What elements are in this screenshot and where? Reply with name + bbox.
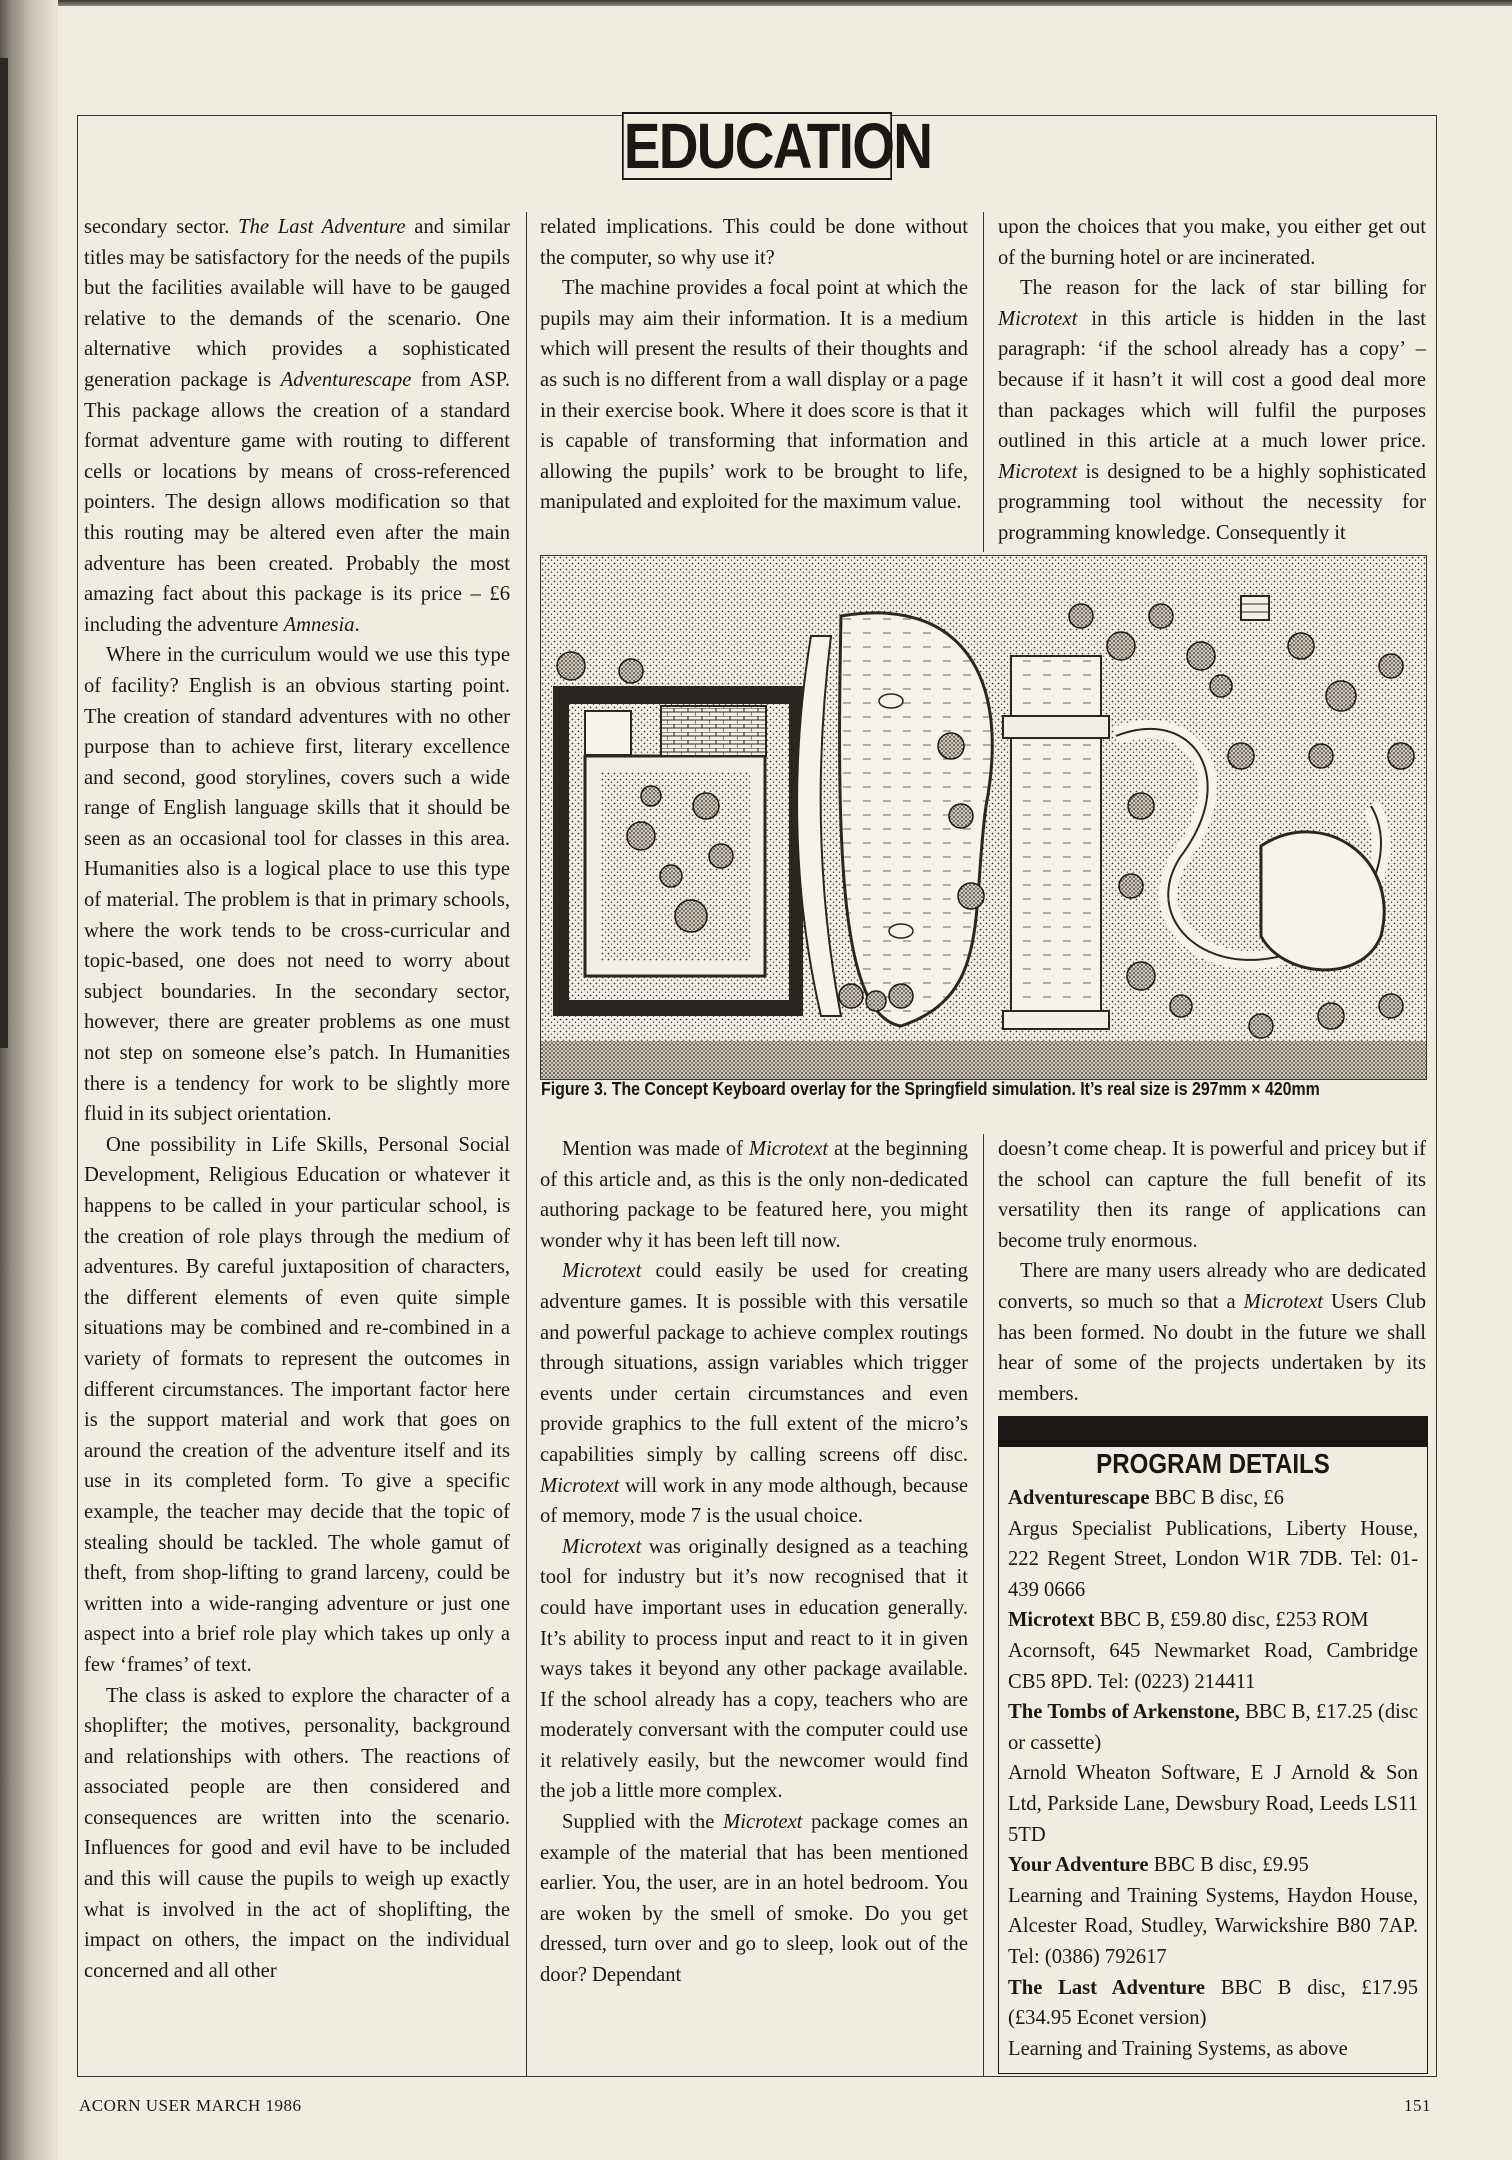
program-address: Arnold Wheaton Software, E J Arnold & Son Ltd, Parkside Lane, Dewsbury Road, Leeds LS11 5TD bbox=[1008, 1762, 1418, 1846]
program-details-header-bar bbox=[999, 1417, 1427, 1447]
column-2-top bbox=[540, 212, 968, 518]
col3b-paragraph-2: There are many users already who are dedicated converts, so much so that a Microtext Users Club has been formed. No doubt in the future we shall hear of some of the projects undertaken by its members. bbox=[998, 1260, 1426, 1405]
footer-page-number: 151 bbox=[1404, 2096, 1431, 2115]
col1-paragraph-1: secondary sector. The Last Adventure and similar titles may be satisfactory for the needs of the pupils but the facilities available will have to be gauged relative to the demands of the scenario. One alternative which provides a sophisticated generation package is Adventurescape from ASP. This package allows the creation of a standard format adventure game with routing to different cells or locations by means of cross-referenced pointers. The design allows modification so that this routing may be altered even after the main adventure has been created. Probably the most amazing fact about this package is its price – £6 including the adventure Amnesia. bbox=[84, 216, 510, 636]
program-details-heading: PROGRAM DETAILS bbox=[1096, 1448, 1330, 1479]
col1-paragraph-2: Where in the curriculum would we use this type of facility? English is an obvious starting point. The creation of standard adventures with no other purpose than to achieve first, literary excellence and second, good storylines, covers such a wide range of English language skills that it should be seen as an occasional tool for classes in this area. Humanities also is a logical place to use this type of material. The problem is that in primary schools, where the work tends to be cross-curricular and topic-based, one does not need to worry about subject boundaries. In the secondary sector, however, there are greater problems as one must not step on someone else’s patch. In Humanities there is a tendency for work to be slightly more fluid in its subject orientation. bbox=[84, 644, 510, 1126]
footer-publication: ACORN USER MARCH 1986 bbox=[79, 2096, 302, 2115]
col3b-paragraph-1: doesn’t come cheap. It is powerful and pricey but if the school can capture the full benefit of its versatility then its range of applications can become truly enormous. bbox=[998, 1138, 1426, 1252]
col2b-paragraph-4: Supplied with the Microtext package comes an example of the material that has been mentioned earlier. You, the user, are in an hotel bedroom. You are woken by the smell of smoke. Do you get dressed, turn over and go to sleep, look out of the door? Dependant bbox=[540, 1811, 968, 1987]
col2b-paragraph-3: Microtext was originally designed as a teaching tool for industry but it’s now recognised that it could have important uses in education generally. It’s ability to process input and react to it in given ways takes it beyond any other package available. If the school already has a copy, teachers who are moderately conversant with the computer could use it relatively easily, but the newcomer would find the job a little more complex. bbox=[540, 1535, 968, 1803]
program-address: Learning and Training Systems, Haydon House, Alcester Road, Studley, Warwickshire B80 7AP. Tel: (0386) 792617 bbox=[1008, 1884, 1418, 1968]
section-title: EDUCATION bbox=[623, 110, 932, 182]
program-address: Acornsoft, 645 Newmarket Road, Cambridge CB5 8PD. Tel: (0223) 214411 bbox=[1008, 1639, 1418, 1693]
page-gutter-bar bbox=[0, 58, 8, 1048]
column-divider-2-bottom bbox=[983, 1134, 984, 2076]
program-details-box bbox=[998, 1416, 1428, 2074]
column-1 bbox=[84, 212, 510, 1986]
column-3-top bbox=[998, 212, 1426, 549]
page-gutter-shadow bbox=[0, 0, 58, 2160]
col2-paragraph-1: related implications. This could be done without the computer, so why use it? bbox=[540, 216, 968, 269]
program-entry: The Tombs of Arkenstone, BBC B, £17.25 (disc or cassette) bbox=[1008, 1701, 1418, 1754]
col2-paragraph-2: The machine provides a focal point at which the pupils may aim their information. It is a medium which will present the results of their thoughts and as such is no different from a wall display or a page in their exercise book. Where it does score is that it is capable of transforming that information and allowing the pupils’ work to be brought to life, manipulated and exploited for the maximum value. bbox=[540, 277, 968, 514]
program-entry: Microtext BBC B, £59.80 disc, £253 ROM bbox=[1008, 1609, 1369, 1632]
program-entry: Your Adventure BBC B disc, £9.95 bbox=[1008, 1854, 1309, 1877]
col1-paragraph-3: One possibility in Life Skills, Personal Social Development, Religious Education or whatever it happens to be called in your particular school, is the creation of role plays through the medium of adventures. By careful juxtaposition of characters, the different elements of even quite simple situations may be combined and re-combined in a variety of formats to represent the outcomes in different circumstances. The important factor here is the support material and work that goes on around the creation of the adventure itself and its use in its completed form. To give a specific example, the teacher may decide that the topic of stealing should be tackled. The whole gamut of theft, from shop-lifting to grand larceny, could be written into a wide-ranging adventure or just one aspect into a brief role play which takes up only a few ‘frames’ of text. bbox=[84, 1133, 510, 1676]
figure-caption: Figure 3. The Concept Keyboard overlay for the Springfield simulation. It’s real size is 297mm × 420mm bbox=[541, 1078, 1320, 1099]
program-address: Argus Specialist Publications, Liberty House, 222 Regent Street, London W1R 7DB. Tel: 01-439 0666 bbox=[1008, 1517, 1418, 1601]
col1-paragraph-4: The class is asked to explore the character of a shoplifter; the motives, personality, background and relationships with others. The reactions of associated people are then considered and consequences are written into the scenario. Influences for good and evil have to be included and this will cause the pupils to weigh up exactly what is involved in the act of shoplifting, the impact on others, the impact on the individual concerned and all other bbox=[84, 1684, 510, 1982]
column-3-bottom bbox=[998, 1134, 1426, 1409]
col2b-paragraph-1: Mention was made of Microtext at the beginning of this article and, as this is the only non-dedicated authoring package to be featured here, you might wonder why it has been left till now. bbox=[540, 1138, 968, 1252]
program-entry: The Last Adventure BBC B disc, £17.95 (£34.95 Econet version) bbox=[1008, 1976, 1418, 2030]
program-entry: Adventurescape BBC B disc, £6 bbox=[1008, 1487, 1284, 1509]
program-details-list bbox=[1008, 1483, 1418, 2064]
springfield-map-illustration bbox=[541, 556, 1426, 1079]
col2b-paragraph-2: Microtext could easily be used for creating adventure games. It is possible with this versatile and powerful package to achieve complex routings through situations, assign variables which trigger events under certain circumstances and even provide graphics to the full extent of the micro’s capabilities simply by calling screens off disc. Microtext will work in any mode although, because of memory, mode 7 is the usual choice. bbox=[540, 1260, 968, 1528]
page-top-edge bbox=[0, 0, 1512, 6]
col3-paragraph-1: upon the choices that you make, you either get out of the burning hotel or are incinerated. bbox=[998, 216, 1426, 269]
column-divider-1 bbox=[526, 212, 527, 2076]
figure-springfield-map bbox=[540, 555, 1427, 1080]
column-divider-2-top bbox=[983, 212, 984, 552]
program-address: Learning and Training Systems, as above bbox=[1008, 2037, 1348, 2060]
col3-paragraph-2: The reason for the lack of star billing for Microtext in this article is hidden in the last paragraph: ‘if the school already has a copy’ – because if it hasn’t it will cost a good deal more than packages which will fulfil the purposes outlined in this article at a much lower price. Microtext is designed to be a highly sophisticated programming tool without the necessity for programming knowledge. Consequently it bbox=[998, 277, 1426, 544]
column-2-bottom bbox=[540, 1134, 968, 1991]
